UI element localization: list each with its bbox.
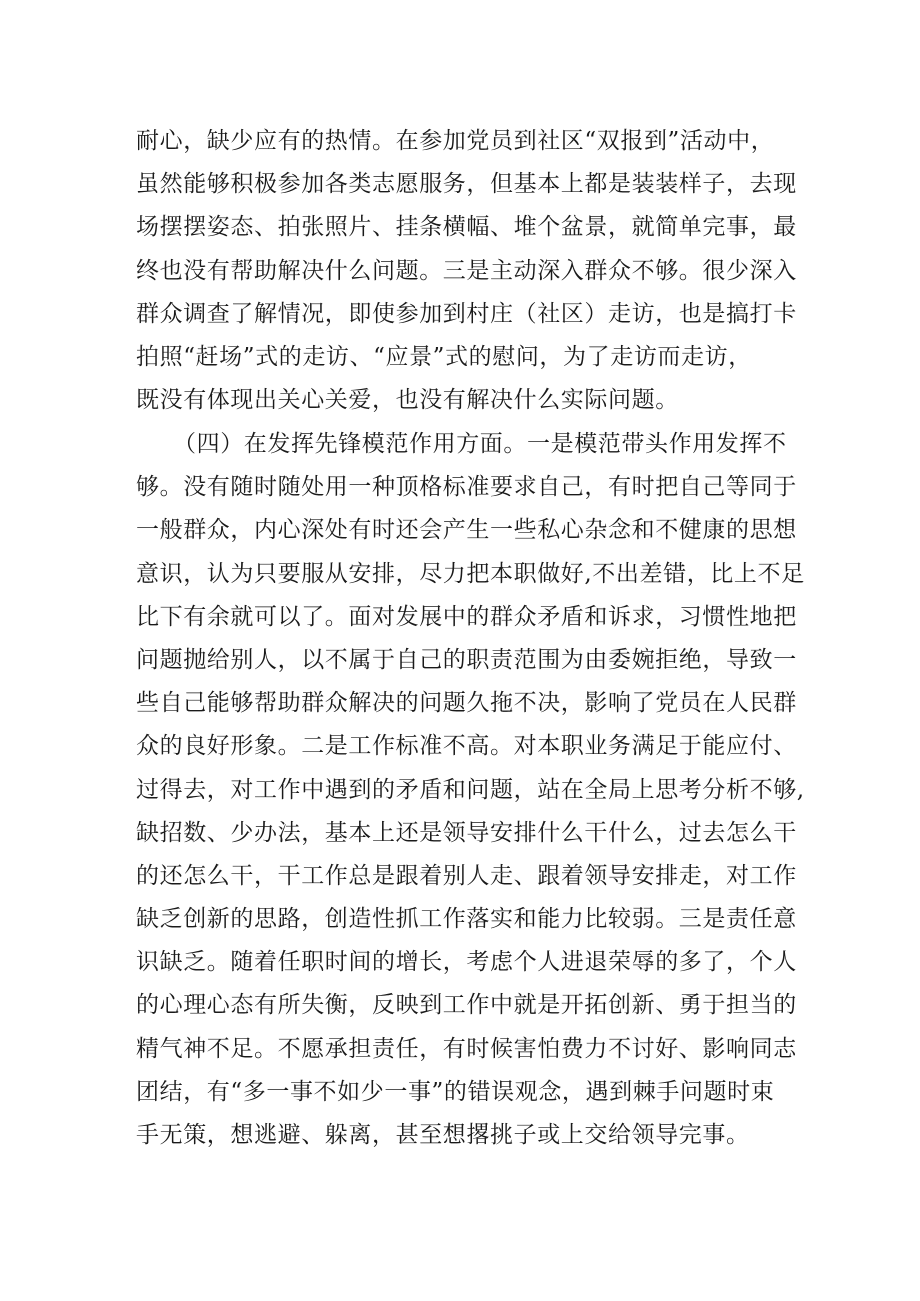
text-line: 拍照“赶场”式的走访、“应景”式的慰问，为了走访而走访，	[136, 343, 752, 370]
text-line: 些自己能够帮助群众解决的问题久拖不决，影响了党员在人民群	[136, 690, 797, 717]
text-line: 够。没有随时随处用一种顶格标准要求自己，有时把自己等同于	[136, 474, 797, 501]
text-line: 终也没有帮助解决什么问题。三是主动深入群众不够。很少深入	[136, 257, 797, 284]
paragraph-2	[136, 423, 805, 1157]
text-line: 一般群众，内心深处有时还会产生一些私心杂念和不健康的思想	[136, 517, 797, 544]
text-line: 过得去，对工作中遇到的矛盾和问题，站在全局上思考分析不够,	[136, 776, 805, 803]
text-line: 群众调查了解情况，即使参加到村庄（社区）走访，也是搞打卡	[136, 300, 797, 327]
text-line: 手无策，想逃避、躲离，甚至想撂挑子或上交给领导完事。	[136, 1122, 750, 1148]
paragraph-1	[136, 120, 796, 422]
text-line: 场摆摆姿态、拍张照片、挂条横幅、堆个盆景，就简单完事，最	[136, 214, 797, 241]
text-line: 意识，认为只要服从安排，尽力把本职做好,不出差错，比上不足	[136, 560, 805, 587]
text-line: 的还怎么干，干工作总是跟着别人走、跟着领导安排走，对工作	[136, 862, 797, 889]
text-line: 缺乏创新的思路，创造性抓工作落实和能力比较弱。三是责任意	[136, 906, 797, 933]
text-line: 比下有余就可以了。面对发展中的群众矛盾和诉求，习惯性地把	[136, 603, 797, 630]
text-line: 的心理心态有所失衡，反映到工作中就是开拓创新、勇于担当的	[136, 992, 797, 1019]
text-line: 团结，有“多一事不如少一事”的错误观念，遇到棘手问题时束	[136, 1078, 775, 1105]
text-line: 精气神不足。不愿承担责任，有时候害怕费力不讨好、影响同志	[136, 1035, 797, 1062]
text-line: 问题抛给别人，以不属于自己的职责范围为由委婉拒绝，导致一	[136, 646, 797, 673]
text-line: 缺招数、少办法，基本上还是领导安排什么干什么，过去怎么干	[136, 819, 797, 846]
text-line: 耐心，缺少应有的热情。在参加党员到社区“双报到”活动中，	[136, 128, 775, 154]
text-line: 众的良好形象。二是工作标准不高。对本职业务满足于能应付、	[136, 733, 797, 760]
paragraph-heading-line: （四）在发挥先锋模范作用方面。一是模范带头作用发挥不	[173, 431, 787, 457]
text-line: 识缺乏。随着任职时间的增长，考虑个人进退荣辱的多了，个人	[136, 949, 797, 976]
text-line: 虽然能够积极参加各类志愿服务，但基本上都是装装样子，去现	[136, 171, 797, 198]
text-line: 既没有体现出关心关爱，也没有解决什么实际问题。	[136, 387, 679, 414]
